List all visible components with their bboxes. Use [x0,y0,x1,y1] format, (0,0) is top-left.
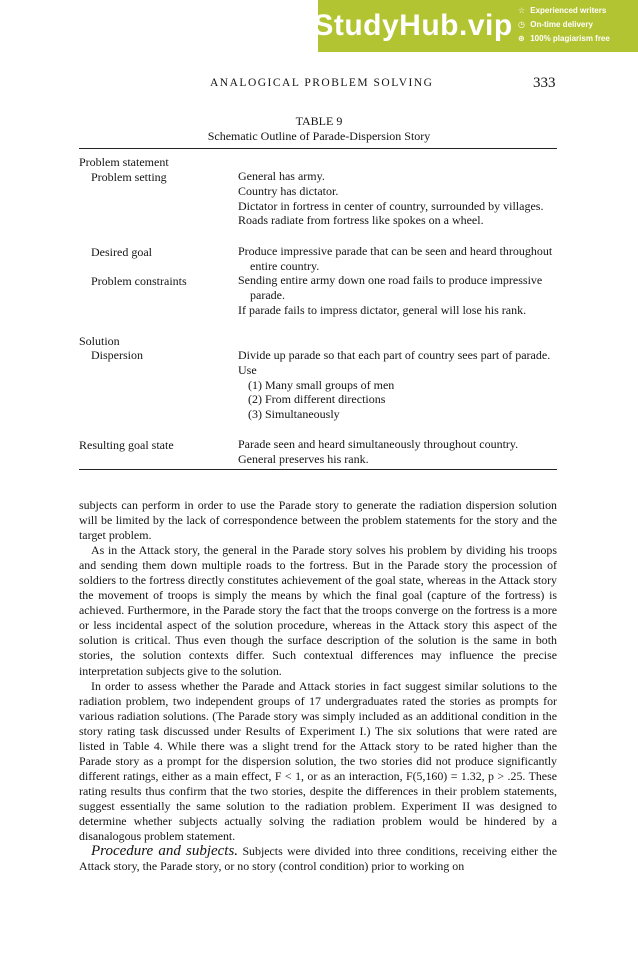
label-dispersion: Dispersion [91,348,143,362]
dispersion-subitem: (2) From different directions [248,392,386,407]
dispersion-items [238,348,556,422]
label-problem-setting: Problem setting [91,170,167,184]
label-desired-goal: Desired goal [91,245,152,259]
result-item: Parade seen and heard simultaneously throughout country. [238,437,519,451]
dispersion-subitem: (3) Simultaneously [248,407,340,422]
table-top-rule [79,148,557,149]
setting-item: Roads radiate from fortress like spokes on a wheel. [238,213,484,228]
setting-items [238,169,556,228]
result-item: General preserves his rank. [238,451,369,466]
clock-icon: ◷ [518,20,525,29]
label-solution: Solution [79,334,120,348]
constraint-item: Sending entire army down one road fails to produce impressive parade. [238,273,543,302]
studyhub-banner[interactable] [313,0,638,52]
label-problem-statement: Problem statement [79,155,169,169]
setting-item: General has army. [238,169,325,183]
label-problem-constraints: Problem constraints [91,274,187,288]
result-items [238,437,556,467]
dispersion-item: Divide up parade so that each part of country sees part of parade. [238,348,551,362]
setting-item: Dictator in fortress in center of country, surrounded by villages. [238,198,544,213]
constraint-item: If parade fails to impress dictator, general will lose his rank. [238,302,527,317]
body-text [79,498,557,874]
section-heading: Procedure and subjects. [91,843,239,860]
feature-on-time-delivery: ◷ On-time delivery [518,18,638,32]
dispersion-subitem: (1) Many small groups of men [248,377,395,392]
goal-items [238,244,556,274]
paragraph-text: Subjects were divided into three conditions, receiving either the Attack story, the Parade story, or no story (control condition) prior to working on [79,844,558,874]
paragraph: As in the Attack story, the general in the Parade story solves his problem by dividing his troops and sending them down multiple roads to the fortress. But in the Parade story the procession of soldiers to the fortress directly constitutes achievement of the goal state, whereas in the Attack story the movement of troops is simply the means by which the final goal (capture of the fortress) is achieved. Furthermore, in the Parade story the fact that the troops converge on the fortress is a more or less incidental aspect of the solution procedure, whereas in the Attack story this aspect of the solution is critical. Thus even though the surface description of the solution is the same in both stories, the solution contexts differ. Such contextual differences may influence the precise interpretation subjects give to the solution. [79,543,557,678]
feature-plagiarism-free: ⊛ 100% plagiarism free [518,32,638,46]
paragraph: subjects can perform in order to use the Parade story to generate the radiation dispersion solution will be limited by the lack of correspondence between the problem statements for the story and the target problem. [79,498,557,543]
feature-experienced-writers: ☆ Experienced writers [518,4,638,18]
dispersion-item: Use [238,362,257,377]
studyhub-logo[interactable]: StudyHub.vip [313,9,513,42]
page-number: 333 [533,75,556,91]
paragraph: In order to assess whether the Parade and Attack stories in fact suggest similar solutions to the radiation problem, two independent groups of 17 undergraduates rated the stories as prompts for various radiation solutions. (The Parade story was simply included as an additional condition in the story rating task discussed under Results of Experiment I.) The six solutions that were rated are listed in Table 4. While there was a slight trend for the Attack story to be rated higher than the Parade story as a prompt for the dispersion solution, the two stories did not produce significantly different ratings, either as a main effect, F < 1, or as an interaction, F(5,160) = 1.32, p > .25. These rating results thus confirm that the two stories, despite the differences in their problem statements, suggest essentially the same solution to the radiation problem. Experiment II was designed to determine whether subjects actually solving the radiation problem would be hindered by a disanalogous problem statement. [79,678,557,844]
setting-item: Country has dictator. [238,183,339,198]
label-resulting-goal-state: Resulting goal state [79,438,174,452]
running-title: ANALOGICAL PROBLEM SOLVING [210,77,434,89]
goal-item: Produce impressive parade that can be seen and heard throughout entire country. [238,244,553,273]
table-caption: Schematic Outline of Parade-Dispersion Story [207,129,431,143]
banner-features [508,0,638,52]
table-bottom-rule [79,469,557,470]
constraint-items [238,273,556,317]
table-label: TABLE 9 [295,114,343,128]
paragraph-procedure [79,844,557,874]
badge-icon: ⊛ [518,34,525,43]
star-icon: ☆ [518,6,526,15]
